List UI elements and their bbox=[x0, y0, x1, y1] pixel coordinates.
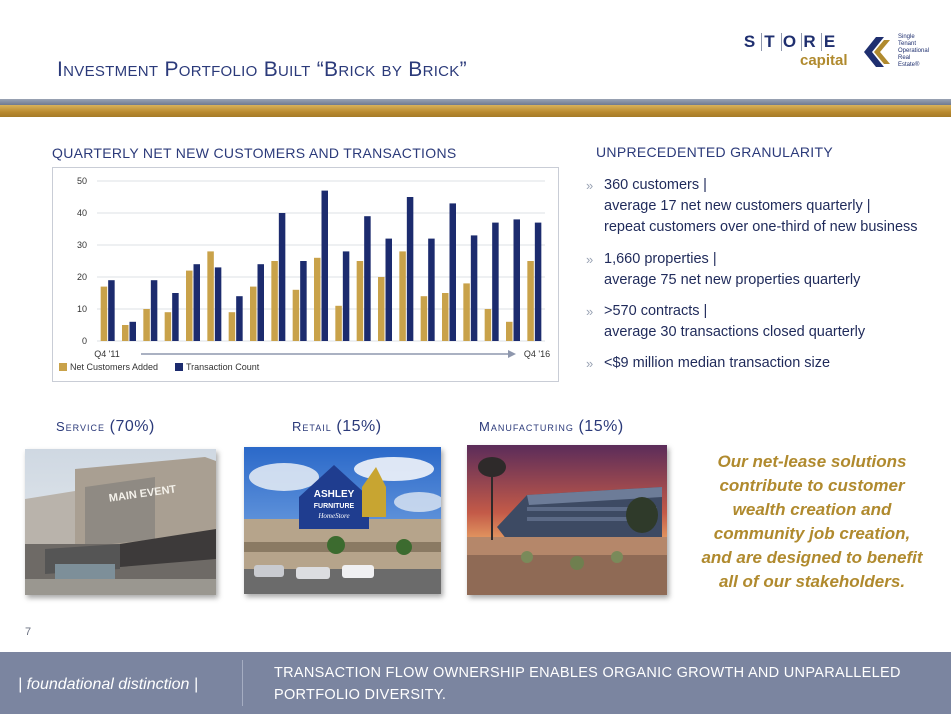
bullet-line: average 17 net new customers quarterly | bbox=[604, 198, 871, 214]
legend-label: Net Customers Added bbox=[70, 362, 159, 372]
page-title: Investment Portfolio Built “Brick by Brick” bbox=[57, 58, 467, 81]
logo-letter: R bbox=[801, 33, 818, 51]
x-end-label: Q4 '16 bbox=[523, 349, 551, 359]
bar-transactions bbox=[194, 264, 201, 341]
bullet-line: repeat customers over one-third of new business bbox=[604, 219, 918, 235]
bar-transactions bbox=[450, 203, 457, 341]
bullet-line: average 30 transactions closed quarterly bbox=[604, 324, 866, 340]
bar-transactions bbox=[407, 197, 414, 341]
bar-transactions bbox=[300, 261, 307, 341]
bar-customers bbox=[101, 287, 108, 341]
footer-divider bbox=[242, 660, 243, 706]
bar-customers bbox=[250, 287, 257, 341]
bar-customers bbox=[293, 290, 300, 341]
bar-customers bbox=[229, 312, 236, 341]
y-tick-label: 20 bbox=[76, 272, 87, 282]
bar-transactions bbox=[151, 280, 158, 341]
bullet-median-size bbox=[586, 353, 946, 375]
bar-customers bbox=[122, 325, 129, 341]
tagline bbox=[692, 450, 932, 594]
bullet-line: >570 contracts | bbox=[604, 303, 708, 319]
bullet-chevron-icon: » bbox=[586, 178, 594, 193]
category-manufacturing-label bbox=[479, 418, 624, 436]
bar-customers bbox=[463, 283, 470, 341]
retail-sign-line: FURNITURE bbox=[313, 503, 355, 510]
logo-wordmark bbox=[742, 33, 838, 51]
y-tick-label: 40 bbox=[76, 208, 87, 218]
bar-transactions bbox=[279, 213, 286, 341]
logo-letter: S bbox=[743, 32, 757, 51]
bullet-line: average 75 net new properties quarterly bbox=[604, 272, 861, 288]
bar-customers bbox=[421, 296, 428, 341]
bar-customers bbox=[186, 271, 193, 341]
bar-customers bbox=[271, 261, 278, 341]
bar-transactions bbox=[236, 296, 243, 341]
bar-customers bbox=[357, 261, 364, 341]
logo-tagline-line: Tenant bbox=[898, 41, 917, 47]
bar-customers bbox=[314, 258, 321, 341]
retail-photo bbox=[244, 447, 441, 594]
bar-customers bbox=[506, 322, 513, 341]
bullet-chevron-icon: » bbox=[586, 304, 594, 319]
bullet-customers bbox=[586, 175, 946, 239]
bar-transactions bbox=[258, 264, 265, 341]
logo-tagline-line: Single bbox=[898, 34, 915, 40]
bar-transactions bbox=[364, 216, 371, 341]
bar-customers bbox=[527, 261, 534, 341]
category-name: Retail bbox=[292, 419, 332, 434]
bar-transactions bbox=[471, 235, 478, 341]
chart-container bbox=[52, 167, 559, 382]
y-tick-label: 30 bbox=[76, 240, 87, 250]
retail-sign-line: ASHLEY bbox=[313, 489, 355, 500]
page-number: 7 bbox=[25, 626, 32, 638]
legend-swatch bbox=[175, 363, 183, 371]
logo-tagline-line: Real bbox=[898, 55, 911, 61]
logo-capital-text: capital bbox=[800, 52, 848, 69]
manufacturing-photo bbox=[467, 445, 667, 595]
bullet-chevron-icon: » bbox=[586, 252, 594, 267]
legend-label: Transaction Count bbox=[186, 362, 260, 372]
bar-transactions bbox=[535, 223, 542, 341]
tagline-line: wealth creation and bbox=[732, 500, 892, 519]
bar-customers bbox=[442, 293, 449, 341]
category-percent: (15%) bbox=[578, 418, 624, 435]
bullet-line: 360 customers | bbox=[604, 177, 707, 193]
bullet-chevron-icon: » bbox=[586, 356, 594, 371]
chart-heading: QUARTERLY NET NEW CUSTOMERS AND TRANSACTIONS bbox=[52, 145, 457, 161]
retail-sign-line: HomeStore bbox=[318, 512, 350, 520]
bar-customers bbox=[399, 251, 406, 341]
bullet-line: 1,660 properties | bbox=[604, 251, 717, 267]
logo-tagline bbox=[898, 34, 938, 69]
bullet-contracts bbox=[586, 301, 946, 344]
header-divider-gold bbox=[0, 105, 951, 117]
bar-transactions bbox=[514, 219, 521, 341]
category-name: Manufacturing bbox=[479, 419, 574, 434]
bar-transactions bbox=[108, 280, 115, 341]
legend-swatch bbox=[59, 363, 67, 371]
bar-customers bbox=[485, 309, 492, 341]
footer-left-text: | foundational distinction | bbox=[18, 676, 198, 693]
bar-customers bbox=[378, 277, 385, 341]
tagline-line: and are designed to benefit bbox=[701, 548, 923, 567]
logo-tagline-line: Estate® bbox=[898, 62, 920, 68]
logo-letter: E bbox=[821, 33, 838, 51]
bullet-properties bbox=[586, 249, 946, 292]
bar-transactions bbox=[428, 239, 435, 341]
timeline-arrow-head-icon bbox=[508, 350, 516, 358]
logo-tagline-line: Operational bbox=[898, 48, 930, 54]
tagline-line: all of our stakeholders. bbox=[718, 572, 906, 591]
bar-transactions bbox=[386, 239, 393, 341]
bar-transactions bbox=[322, 191, 329, 341]
category-service-label bbox=[56, 418, 155, 436]
y-tick-label: 10 bbox=[76, 304, 87, 314]
bar-transactions bbox=[130, 322, 137, 341]
bar-transactions bbox=[343, 251, 350, 341]
bar-customers bbox=[335, 306, 342, 341]
category-retail-label bbox=[292, 418, 382, 436]
y-tick-label: 0 bbox=[81, 336, 87, 346]
bar-customers bbox=[143, 309, 150, 341]
service-photo bbox=[25, 449, 216, 595]
bar-transactions bbox=[172, 293, 179, 341]
bar-customers bbox=[207, 251, 214, 341]
bar-transactions bbox=[215, 267, 222, 341]
tagline-line: contribute to customer bbox=[719, 476, 905, 495]
category-name: Service bbox=[56, 419, 106, 434]
store-capital-logo bbox=[742, 32, 930, 73]
x-start-label: Q4 '11 bbox=[94, 349, 120, 359]
granularity-heading: UNPRECEDENTED GRANULARITY bbox=[596, 144, 833, 160]
logo-chevron-icon bbox=[862, 35, 892, 69]
logo-letter: T bbox=[761, 33, 778, 51]
tagline-line: Our net-lease solutions bbox=[717, 452, 907, 471]
category-percent: (15%) bbox=[336, 418, 382, 435]
logo-letter: O bbox=[782, 32, 798, 51]
bar-chart bbox=[53, 168, 558, 381]
bullet-line: <$9 million median transaction size bbox=[604, 355, 831, 371]
y-tick-label: 50 bbox=[76, 176, 87, 186]
footer-right-text: TRANSACTION FLOW OWNERSHIP ENABLES ORGANIC GROWTH AND UNPARALLELED PORTFOLIO DIVERSITY. bbox=[274, 665, 901, 703]
tagline-line: community job creation, bbox=[713, 524, 911, 543]
category-percent: (70%) bbox=[109, 418, 155, 435]
bar-customers bbox=[165, 312, 172, 341]
service-sign-text: MAIN EVENT bbox=[108, 483, 178, 505]
bar-transactions bbox=[492, 223, 499, 341]
